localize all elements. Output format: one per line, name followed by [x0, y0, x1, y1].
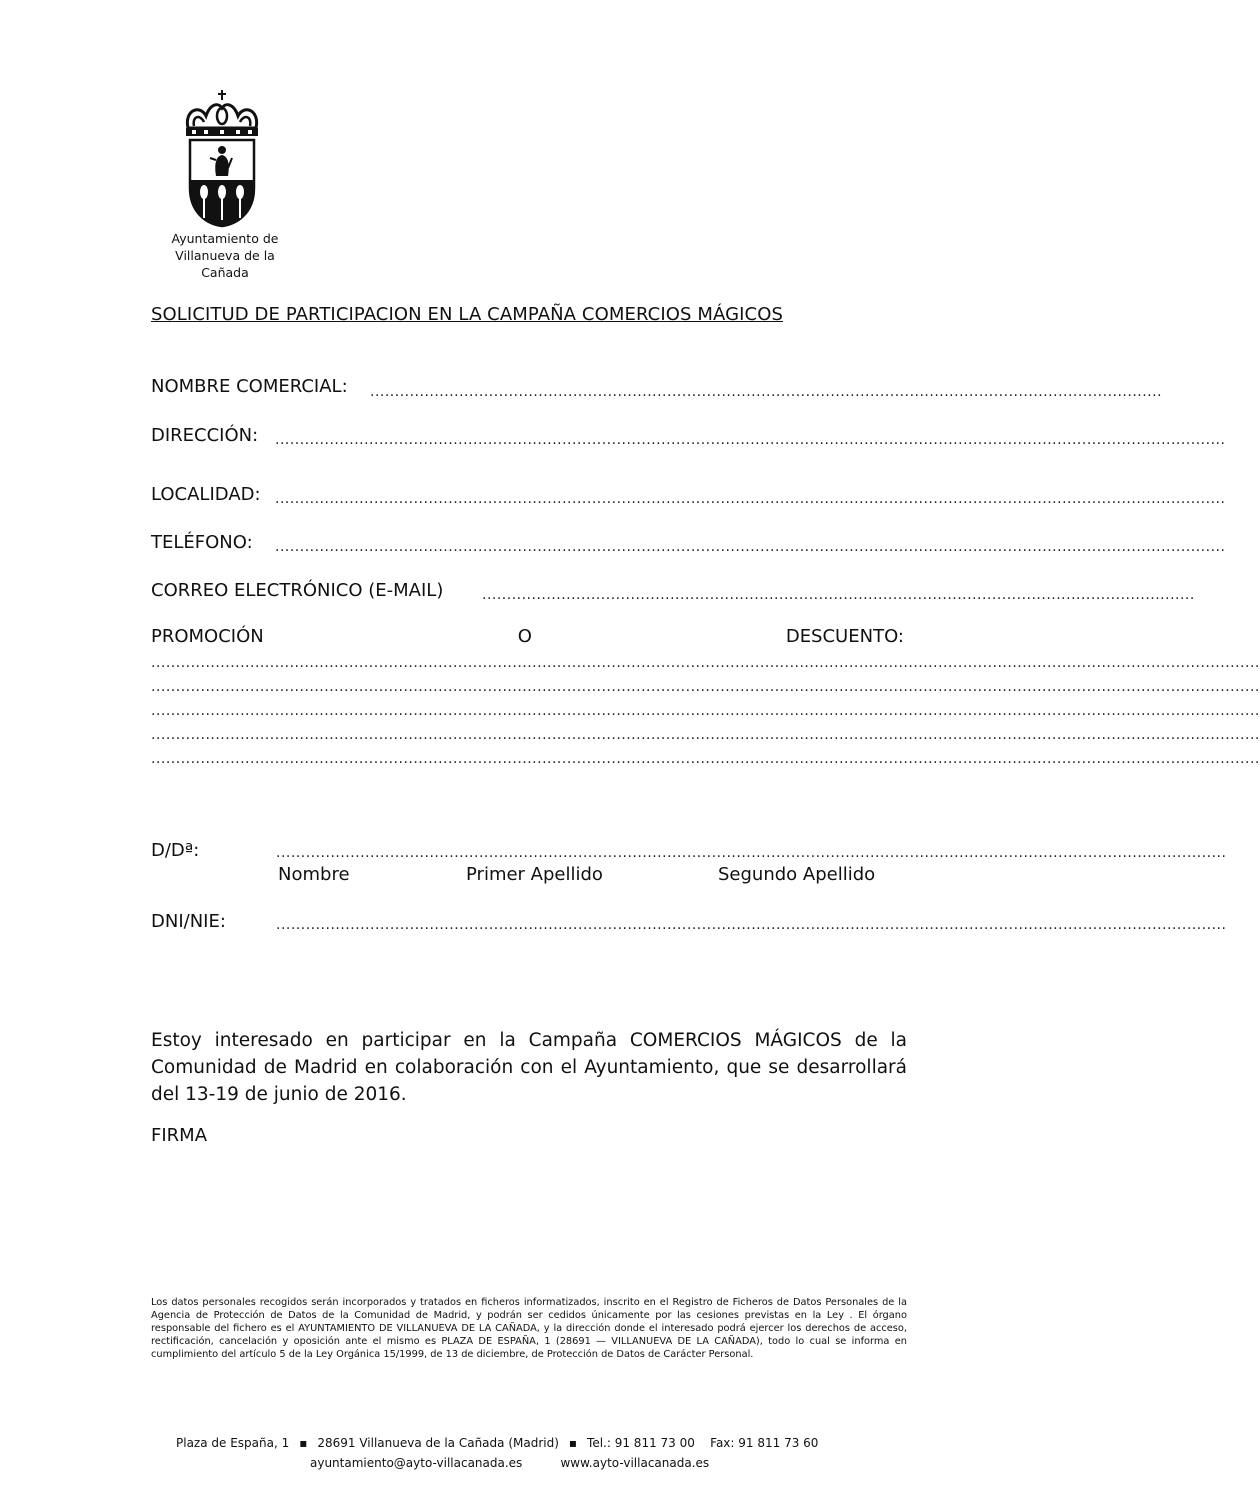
footer-website[interactable]: www.ayto-villacanada.es	[560, 1456, 710, 1470]
org-line-2: Villanueva de la Cañada	[175, 248, 275, 280]
label-nombre: Nombre	[278, 864, 350, 885]
footer-web	[310, 1456, 709, 1470]
signature-label: FIRMA	[151, 1125, 208, 1146]
promocion-line-2[interactable]: ................................................................................................................................................................................................................................	[151, 679, 1260, 695]
label-promocion: PROMOCIÓN	[151, 626, 264, 647]
label-dd: D/Dª:	[151, 840, 200, 861]
label-nombre-comercial: NOMBRE COMERCIAL:	[151, 376, 348, 397]
label-primer-apellido: Primer Apellido	[466, 864, 603, 885]
org-line-1: Ayuntamiento de	[171, 231, 279, 246]
promocion-line-5[interactable]: ................................................................................................................................................................................................................................	[151, 751, 1260, 767]
label-telefono: TELÉFONO:	[151, 532, 253, 553]
field-direccion[interactable]: ................................................................................................................................................................................................	[275, 432, 1226, 448]
field-nombre-completo[interactable]: ................................................................................................................................................................................................	[276, 845, 1227, 861]
interest-paragraph: Estoy interesado en participar en la Campaña COMERCIOS MÁGICOS de la Comunidad de Madrid en colaboración con el Ayuntamiento, que se desarrollará del 13-19 de junio de 2016.	[151, 1030, 907, 1105]
label-dni: DNI/NIE:	[151, 911, 226, 932]
label-o: O	[517, 626, 532, 647]
document-title: SOLICITUD DE PARTICIPACION EN LA CAMPAÑA COMERCIOS MÁGICOS	[151, 304, 783, 325]
footer-fax: Fax: 91 811 73 60	[710, 1436, 819, 1450]
label-direccion: DIRECCIÓN:	[151, 425, 259, 446]
footer-address: Plaza de España, 1	[176, 1436, 290, 1450]
promocion-line-4[interactable]: ................................................................................................................................................................................................................................	[151, 727, 1260, 743]
label-localidad: LOCALIDAD:	[151, 484, 261, 505]
coat-of-arms-logo	[180, 88, 264, 233]
footer-contact: Plaza de España, 1 ▪ 28691 Villanueva de la Cañada (Madrid) ▪ Tel.: 91 811 73 00 Fax: 91 811 73 60	[176, 1436, 819, 1450]
footer-city: 28691 Villanueva de la Cañada (Madrid)	[317, 1436, 559, 1450]
legal-notice: Los datos personales recogidos serán incorporados y tratados en ficheros informatizados, inscrito en el Registro de Ficheros de Datos Personales de la Agencia de Protección de Datos de la Comunidad de Madrid, y podrán ser cedidos únicamente por las cesiones previstas en la Ley . El órgano responsable del fichero es el AYUNTAMIENTO DE VILLANUEVA DE LA CAÑADA, y la dirección donde el interesado podrá ejercer los derechos de acceso, rectificación, cancelación y oposición ante el mismo es PLAZA DE ESPAÑA, 1 (28691 — VILLANUEVA DE LA CAÑADA), todo lo cual se informa en cumplimiento del artículo 5 de la Ley Orgánica 15/1999, de 13 de diciembre, de Protección de Datos de Carácter Personal.	[151, 1297, 907, 1360]
field-telefono[interactable]: ................................................................................................................................................................................................	[275, 539, 1226, 555]
organization-name	[150, 230, 300, 281]
footer-email[interactable]: ayuntamiento@ayto-villacanada.es	[310, 1456, 523, 1470]
promocion-line-3[interactable]: ................................................................................................................................................................................................................................	[151, 703, 1260, 719]
footer-tel: Tel.: 91 811 73 00	[587, 1436, 695, 1450]
label-descuento: DESCUENTO:	[785, 626, 904, 647]
label-correo: CORREO ELECTRÓNICO (E-MAIL)	[151, 580, 444, 601]
promocion-row	[151, 626, 904, 647]
field-dni[interactable]: ................................................................................................................................................................................................	[276, 917, 1227, 933]
field-localidad[interactable]: ................................................................................................................................................................................................	[275, 491, 1226, 507]
field-correo[interactable]: ................................................................................................................................................	[482, 587, 1195, 603]
field-nombre-comercial[interactable]: ................................................................................................................................................................	[370, 384, 1163, 400]
promocion-line-1[interactable]: ................................................................................................................................................................................................................................	[151, 655, 1260, 671]
label-segundo-apellido: Segundo Apellido	[718, 864, 876, 885]
